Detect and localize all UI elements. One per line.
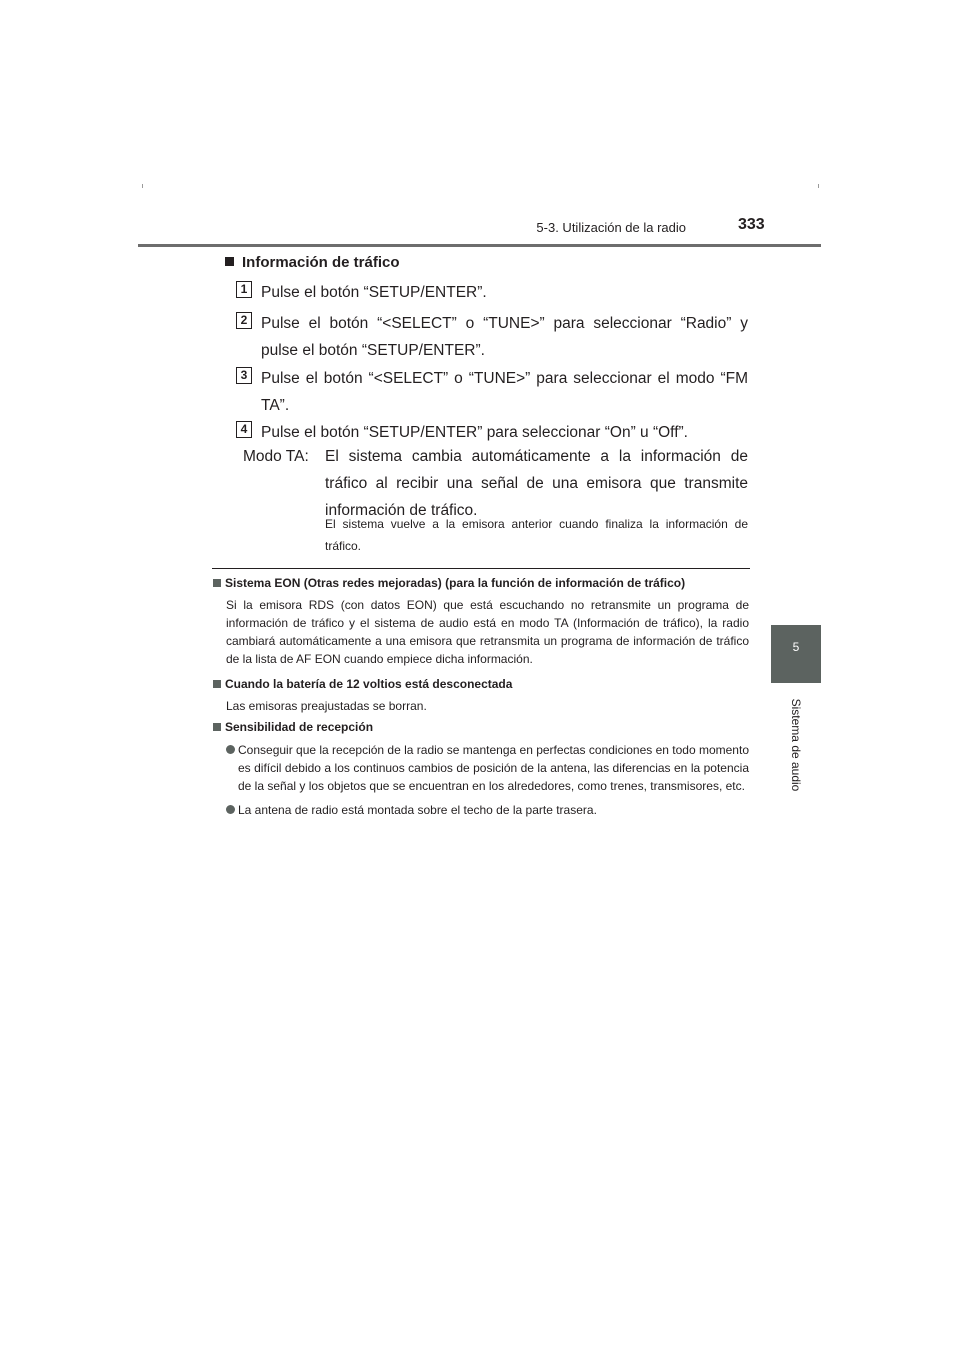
note-eon	[213, 574, 749, 668]
note-reception	[213, 718, 749, 819]
crop-mark-left	[142, 184, 143, 188]
list-item	[226, 801, 749, 819]
chapter-tab-label-text: Sistema de audio	[789, 698, 803, 792]
note-body: Las emisoras preajustadas se borran.	[226, 699, 427, 713]
note-title	[213, 718, 749, 736]
note-body: Si la emisora RDS (con datos EON) que está escuchando no retransmite un programa de información de tráfico y el sistema de audio está en modo TA (Información de tráfico), la radio cambiará automáticamente a una emisora que retransmita un programa de información de tráfico de la lista de AF EON cuando empiece dicha información.	[226, 598, 749, 666]
mode-label: Modo TA:	[243, 448, 309, 465]
circle-bullet-icon	[226, 805, 235, 814]
square-bullet-icon	[225, 257, 234, 266]
list-item-text: Conseguir que la recepción de la radio se mantenga en perfectas condiciones en todo momento es difícil debido a los continuos cambios de posición de la antena, las diferencias en la potencia de la señal y los objetos que se encuentran en los alrededores, como trenes, transmisores, etc.	[238, 743, 749, 793]
list-item-text: La antena de radio está montada sobre el techo de la parte trasera.	[238, 803, 597, 817]
step-number-box: 1	[236, 281, 252, 298]
page-number: 333	[738, 216, 765, 233]
square-bullet-icon	[213, 579, 221, 587]
section-title	[225, 254, 400, 271]
step-text: Pulse el botón “<SELECT” o “TUNE>” para seleccionar “Radio” y pulse el botón “SETUP/ENTER”.	[261, 315, 748, 359]
mode-definition	[243, 443, 748, 524]
note-title	[213, 574, 749, 592]
section-title-text: Información de tráfico	[242, 254, 400, 271]
chapter-tab-number: 5	[771, 625, 821, 683]
step-text: Pulse el botón “SETUP/ENTER” para seleccionar “On” u “Off”.	[261, 424, 688, 441]
step-4	[236, 419, 748, 446]
running-header-section: 5-3. Utilización de la radio	[536, 220, 686, 235]
step-number-box: 2	[236, 312, 252, 329]
step-text: Pulse el botón “SETUP/ENTER”.	[261, 284, 487, 301]
note-title-text: Sensibilidad de recepción	[225, 720, 374, 734]
note-title-text: Cuando la batería de 12 voltios está desconectada	[225, 677, 513, 691]
header-rule	[138, 244, 821, 247]
step-2	[236, 310, 748, 364]
mode-description: El sistema cambia automáticamente a la información de tráfico al recibir una señal de una emisora que transmite información de tráfico.	[325, 448, 748, 519]
step-3	[236, 365, 748, 419]
note-title	[213, 675, 749, 693]
circle-bullet-icon	[226, 745, 235, 754]
step-number-box: 3	[236, 367, 252, 384]
note-battery	[213, 675, 749, 715]
note-title-text: Sistema EON (Otras redes mejoradas) (para la función de información de tráfico)	[225, 576, 686, 590]
chapter-tab-label	[771, 690, 821, 800]
crop-mark-right	[818, 184, 819, 188]
section-divider	[212, 568, 750, 569]
step-text: Pulse el botón “<SELECT” o “TUNE>” para seleccionar el modo “FM TA”.	[261, 370, 748, 414]
step-1	[236, 279, 748, 306]
square-bullet-icon	[213, 680, 221, 688]
list-item	[226, 741, 749, 795]
step-number-box: 4	[236, 421, 252, 438]
mode-note: El sistema vuelve a la emisora anterior cuando finaliza la información de tráfico.	[325, 517, 748, 553]
square-bullet-icon	[213, 723, 221, 731]
